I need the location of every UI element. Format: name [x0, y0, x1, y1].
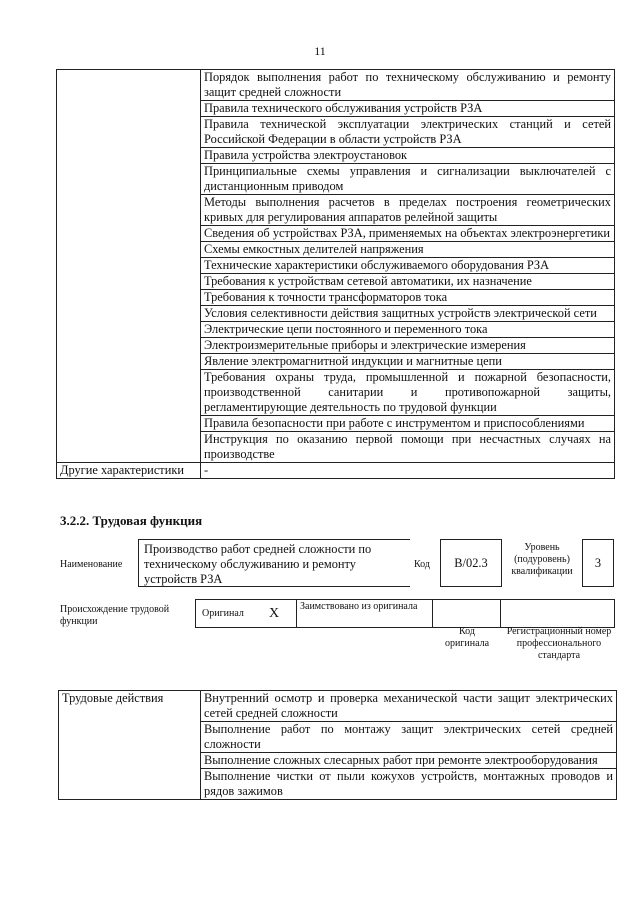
origin-divider — [500, 599, 501, 628]
origin-divider — [296, 599, 297, 628]
knowledge-row: Порядок выполнения работ по техническому обслуживанию и ремонту защит средней сложности — [201, 70, 615, 101]
knowledge-row: Требования охраны труда, промышленной и пожарной безопасности, производственной санитарии и противопожарной защиты, регламентирующие деятельность по трудовой функции — [201, 370, 615, 416]
original-mark: X — [268, 606, 280, 621]
knowledge-row: Правила устройства электроустановок — [201, 148, 615, 164]
function-name-box: Производство работ средней сложности по техническому обслуживанию и ремонту устройств РЗА — [138, 539, 410, 587]
reg-number-label: Регистрационный номер профессионального стандарта — [506, 626, 612, 661]
knowledge-row: Правила безопасности при работе с инструментом и приспособлениями — [201, 416, 615, 432]
knowledge-row: Сведения об устройствах РЗА, применяемых на объектах электроэнергетики — [201, 226, 615, 242]
knowledge-row: Требования к устройствам сетевой автоматики, их назначение — [201, 274, 615, 290]
borrowed-label: Заимствовано из оригинала — [300, 601, 418, 612]
labor-actions-table — [58, 690, 617, 800]
labor-action-row: Выполнение сложных слесарных работ при ремонте электрооборудования — [201, 753, 617, 769]
labor-action-row: Внутренний осмотр и проверка механической части защит электрических сетей средней сложности — [201, 691, 617, 722]
labor-action-row: Выполнение работ по монтажу защит электрических сетей средней сложности — [201, 722, 617, 753]
labor-actions-label: Трудовые действия — [59, 691, 201, 800]
knowledge-row: Инструкция по оказанию первой помощи при несчастных случаях на производстве — [201, 432, 615, 463]
knowledge-row: Условия селективности действия защитных устройств электрической сети — [201, 306, 615, 322]
labor-action-row: Выполнение чистки от пыли кожухов устройств, монтажных проводов и рядов зажимов — [201, 769, 617, 800]
knowledge-row: Правила технического обслуживания устройств РЗА — [201, 101, 615, 117]
origin-divider — [432, 599, 433, 628]
knowledge-row: Методы выполнения расчетов в пределах построения геометрических кривых для регулирования аппаратов релейной защиты — [201, 195, 615, 226]
other-characteristics-value: - — [201, 463, 615, 479]
level-value-box: 3 — [582, 539, 614, 587]
knowledge-row: Электроизмерительные приборы и электрические измерения — [201, 338, 615, 354]
function-code-box: B/02.3 — [440, 539, 502, 587]
other-characteristics-label: Другие характеристики — [57, 463, 201, 479]
knowledge-table — [56, 69, 615, 479]
knowledge-row: Технические характеристики обслуживаемого оборудования РЗА — [201, 258, 615, 274]
original-label: Оригинал — [202, 608, 244, 619]
section-title: 3.2.2. Трудовая функция — [60, 513, 203, 528]
knowledge-row: Схемы емкостных делителей напряжения — [201, 242, 615, 258]
knowledge-row: Принципиальные схемы управления и сигнализации выключателей с дистанционным приводом — [201, 164, 615, 195]
knowledge-row: Явление электромагнитной индукции и магнитные цепи — [201, 354, 615, 370]
page-number: 11 — [314, 44, 326, 58]
knowledge-row: Правила технической эксплуатации электрических станций и сетей Российской Федерации в области устройств РЗА — [201, 117, 615, 148]
knowledge-row: Электрические цепи постоянного и переменного тока — [201, 322, 615, 338]
knowledge-row: Требования к точности трансформаторов тока — [201, 290, 615, 306]
knowledge-label-cell — [57, 70, 201, 463]
level-label: Уровень (подуровень) квалификации — [511, 542, 573, 577]
origin-label: Происхождение трудовой функции — [60, 604, 170, 627]
code-original-label: Код оригинала — [444, 626, 490, 649]
name-label: Наименование — [60, 559, 123, 570]
code-label: Код — [414, 559, 430, 570]
